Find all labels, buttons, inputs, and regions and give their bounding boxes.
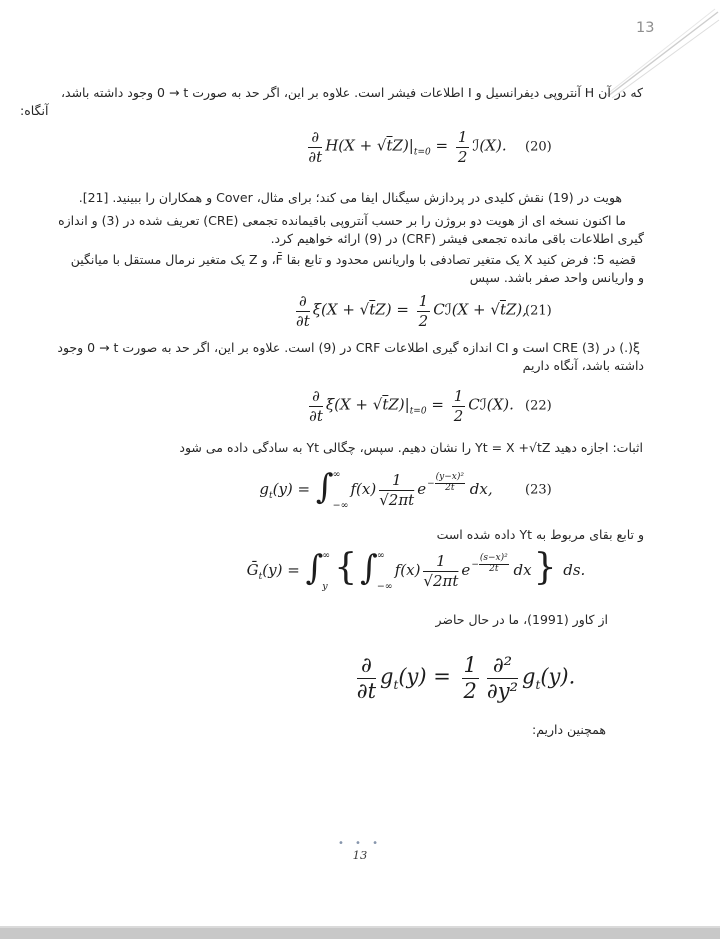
theorem-line: و واریانس واحد صفر باشد. سپس: [469, 270, 644, 285]
paragraph-line: هویت در (19) نقش کلیدی در پردازش سیگنال ایفا می کند؛ برای مثال، Cover و همکاران را ببینید. [21].: [78, 190, 622, 205]
bottom-edge-bar: [0, 926, 720, 939]
half-fraction: $\frac{1}{2}$: [418, 292, 429, 330]
equation-number: (21): [525, 303, 552, 319]
partial-derivative-fraction: $\frac{\partial}{\partial t}$: [356, 652, 377, 703]
paragraph-line: و تابع بقای مربوط به Yt داده شده است: [436, 527, 644, 542]
equation-survival: [0, 542, 720, 600]
equation-21: [0, 290, 720, 332]
paragraph-line: ξ(.) در CRE (3) است و CI اندازه گیری اطلاعات CRF در (9) است. علاوه بر این، اگر حد به صورت ‭0 → t‬ وجود: [57, 340, 640, 355]
integral-sign: ∫ ∞ −∞: [315, 467, 349, 511]
page-number-bottom: 13: [352, 848, 368, 862]
evaluation-subscript: t=0: [413, 148, 431, 158]
close-brace: }: [533, 547, 557, 588]
half-fraction: $\frac{1}{2}$: [453, 387, 464, 425]
gaussian-fraction: $\frac{1}{√2\pi t}$: [379, 471, 415, 509]
gaussian-fraction: $\frac{1}{√2\pi t}$: [423, 552, 459, 590]
equation-number: (23): [525, 482, 552, 498]
exponent: − $\frac{\text{(s−x)²}}{2t}$: [471, 553, 508, 574]
equation-number: (20): [525, 139, 552, 155]
footer-dots-decoration: • • •: [337, 838, 383, 849]
integral-sign: ∫ ∞ y: [305, 548, 331, 592]
paragraph-line: از کاور (1991)، ما در حال حاضر: [435, 612, 608, 627]
sqrt-radicand: t: [386, 137, 393, 155]
exponent: − $\frac{\text{(y−x)²}}{2t}$: [427, 472, 464, 493]
equation-body: Ḡ$_t$(y) = ∫ ∞ y {∫ ∞ −∞ f(x) $\frac{1}{√2\pi t}$ e− $\frac{\text{(s−x)²}}{2t}$ dx} ds.: [246, 547, 586, 592]
equation-body: $\frac{\partial}{\partial t}$ ξ(X + √tZ) = $\frac{1}{2}$ Cℐ(X + √tZ),: [295, 292, 528, 330]
second-derivative-fraction: $\frac{\text{∂²}}{\text{∂y²}}$: [486, 652, 519, 703]
integral-sign: ∫ ∞ −∞: [360, 548, 393, 592]
equation-body: $\frac{\partial}{\partial t}$ $H(X + √tZ)|_{t=0}$ = $\frac{1}{2}$ ℐ(X).: [308, 128, 507, 166]
equation-20: [0, 126, 720, 168]
equation-body: $\frac{\partial}{\partial t}$ $g_t(y)$ = $\frac{1}{2}$ $\frac{\text{∂²}}{\text{∂y²}}$ $g_t(y)$.: [356, 652, 576, 703]
page-number-top: 13: [636, 20, 655, 36]
partial-derivative-fraction: $\frac{\partial}{\partial t}$: [309, 387, 323, 425]
paragraph-line: داشته باشد، آنگاه داریم: [522, 358, 644, 373]
partial-derivative-fraction: $\frac{\partial}{\partial t}$: [308, 128, 323, 166]
paragraph-line: گیری اطلاعات باقی مانده تجمعی فیشر (CRF) در (9) ارائه خواهیم کرد.: [270, 231, 644, 246]
paragraph-line: همچنین داریم:: [531, 722, 606, 737]
equation-heat: [0, 648, 720, 708]
paragraph-line: ما اکنون نسخه ای از هویت دو بروژن را بر حسب آنتروپی باقیمانده تجمعی (CRE) تعریف شده در (3) و اندازه: [58, 213, 626, 228]
open-brace: {: [334, 547, 358, 588]
half-fraction: $\frac{1}{2}$: [463, 652, 477, 703]
proof-line: اثبات: اجازه دهید Yt = X +√tZ را نشان دهیم. سپس، چگالی Yt به سادگی داده می شود: [179, 440, 643, 455]
equation-22: [0, 385, 720, 427]
sqrt-radicand: t: [382, 396, 389, 414]
evaluation-subscript: t=0: [409, 407, 427, 417]
partial-derivative-fraction: $\frac{\partial}{\partial t}$: [295, 292, 310, 330]
equation-body: $g_t(y)$ = ∫ ∞ −∞ f(x) $\frac{1}{√2\pi t}$ e− $\frac{\text{(y−x)²}}{2t}$ dx,: [259, 467, 493, 511]
paragraph-line: آنگاه:: [20, 103, 49, 118]
half-fraction: $\frac{1}{2}$: [457, 128, 468, 166]
paragraph-line: که در آن H آنتروپی دیفرانسیل و I اطلاعات فیشر است. علاوه بر این، اگر حد به صورت ‭0 → t‬ وجود داشته باشد،: [60, 85, 643, 100]
sqrt-radicand: t: [499, 301, 506, 319]
equation-23: [0, 462, 720, 518]
sqrt-radicand: t: [369, 301, 376, 319]
equation-body: $\frac{\partial}{\partial t}$ $\xi(X + √tZ)|_{t=0}$ = $\frac{1}{2}$ Cℐ(X).: [309, 387, 514, 425]
theorem-line: قضیه 5: فرض کنید X یک متغیر تصادفی با واریانس محدود و تابع بقا F̄، و Z یک متغیر نرمال مستقل با میانگین: [70, 252, 636, 267]
equation-number: (22): [525, 398, 552, 414]
